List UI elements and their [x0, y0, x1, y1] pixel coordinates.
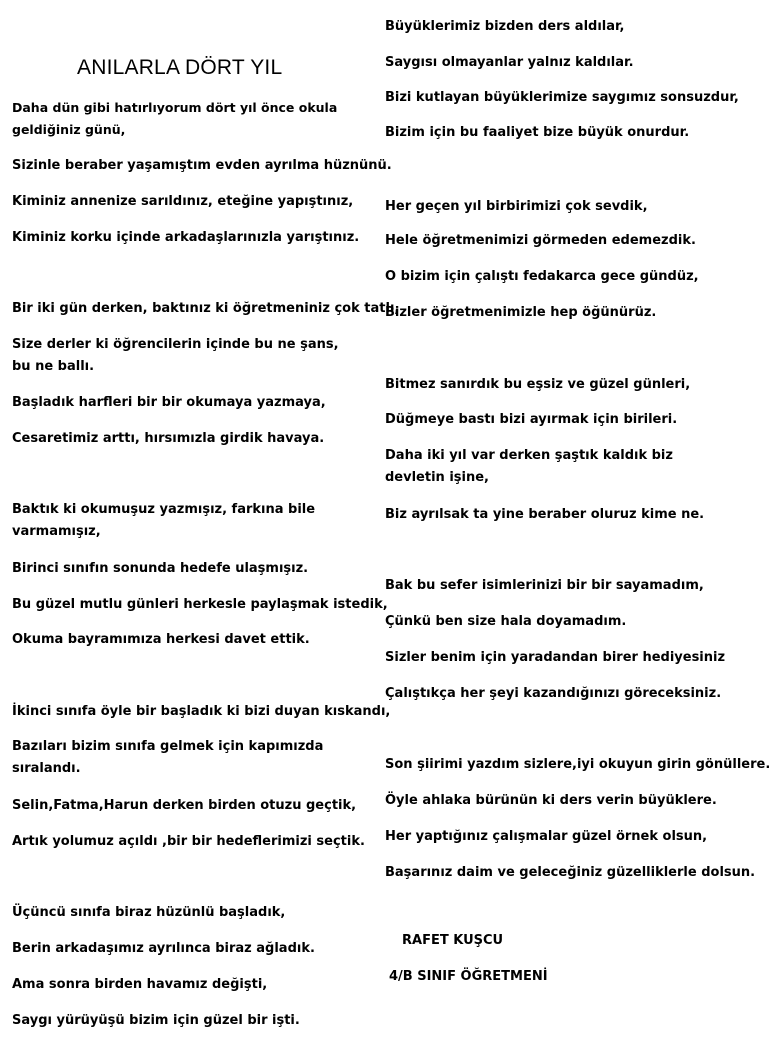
poem-line: Büyüklerimiz bizden ders aldılar,	[385, 19, 625, 34]
poem-line: Birinci sınıfın sonunda hedefe ulaşmışız.	[12, 561, 309, 576]
poem-line: Berin arkadaşımız ayrılınca biraz ağladık.	[12, 941, 315, 956]
poem-line: Son şiirimi yazdım sizlere,iyi okuyun girin gönüllere.	[385, 757, 770, 772]
poem-line: Okuma bayramımıza herkesi davet ettik.	[12, 632, 310, 647]
poem-line: Baktık ki okumuşuz yazmışız, farkına bile varmamışız,	[12, 502, 316, 539]
poem-line: Sizler benim için yaradandan birer hediyesiniz	[385, 650, 726, 665]
poem-line: Bu güzel mutlu günleri herkesle paylaşmak istedik,	[12, 597, 388, 612]
poem-line: Saygısı olmayanlar yalnız kaldılar.	[385, 55, 634, 70]
poem-line: Her yaptığınız çalışmalar güzel örnek olsun,	[385, 829, 708, 844]
poem-line: Kiminiz korku içinde arkadaşlarınızla yarıştınız.	[12, 230, 360, 245]
poem-line: Biz ayrılsak ta yine beraber oluruz kime ne.	[385, 507, 705, 522]
poem-line: Ama sonra birden havamız değişti,	[12, 977, 268, 992]
signature-name: RAFET KUŞCU	[402, 933, 504, 948]
poem-line: Çünkü ben size hala doyamadım.	[385, 614, 627, 629]
poem-title: ANILARLA DÖRT YIL	[77, 56, 283, 79]
poem-line: Artık yolumuz açıldı ,bir bir hedeflerimizi seçtik.	[12, 834, 365, 849]
poem-line: Başarınız daim ve geleceğiniz güzelliklerle dolsun.	[385, 865, 756, 880]
poem-line: Bazıları bizim sınıfa gelmek için kapımızda sıralandı.	[12, 739, 324, 776]
poem-line: Öyle ahlaka bürünün ki ders verin büyüklere.	[385, 793, 717, 808]
poem-line: Daha iki yıl var derken şaştık kaldık biz devletin işine,	[385, 448, 673, 485]
poem-line: Bitmez sanırdık bu eşsiz ve güzel günleri,	[385, 377, 691, 392]
poem-line: İkinci sınıfa öyle bir başladık ki bizi duyan kıskandı,	[12, 704, 391, 719]
poem-line: Bir iki gün derken, baktınız ki öğretmeniniz çok tatlı,	[12, 301, 400, 316]
poem-line: Bak bu sefer isimlerinizi bir bir sayamadım,	[385, 578, 704, 593]
poem-line: Size derler ki öğrencilerin içinde bu ne şans, bu ne ballı.	[12, 337, 339, 374]
poem-line: Her geçen yıl birbirimizi çok sevdik,	[385, 199, 648, 214]
poem-line: Bizler öğretmenimizle hep öğünürüz.	[385, 305, 657, 320]
poem-line: Cesaretimiz arttı, hırsımızla girdik havaya.	[12, 431, 325, 446]
poem-line: Selin,Fatma,Harun derken birden otuzu geçtik,	[12, 798, 357, 813]
poem-line: Sizinle beraber yaşamıştım evden ayrılma hüznünü.	[12, 158, 392, 173]
poem-line: Üçüncü sınıfa biraz hüzünlü başladık,	[12, 905, 286, 920]
poem-line: Daha dün gibi hatırlıyorum dört yıl önce okula geldiğiniz günü,	[12, 100, 338, 137]
poem-line: Bizi kutlayan büyüklerimize saygımız sonsuzdur,	[385, 90, 739, 105]
poem-line: O bizim için çalıştı fedakarca gece gündüz,	[385, 269, 699, 284]
poem-line: Çalıştıkça her şeyi kazandığınızı göreceksiniz.	[385, 686, 722, 701]
poem-line: Bizim için bu faaliyet bize büyük onurdur.	[385, 125, 690, 140]
poem-line: Kiminiz annenize sarıldınız, eteğine yapıştınız,	[12, 194, 354, 209]
poem-line: Başladık harfleri bir bir okumaya yazmaya,	[12, 395, 326, 410]
poem-line: Hele öğretmenimizi görmeden edemezdik.	[385, 233, 696, 248]
poem-line: Saygı yürüyüşü bizim için güzel bir işti.	[12, 1013, 300, 1028]
signature-role: 4/B SINIF ÖĞRETMENİ	[389, 969, 548, 984]
poem-line: Düğmeye bastı bizi ayırmak için birileri.	[385, 412, 678, 427]
